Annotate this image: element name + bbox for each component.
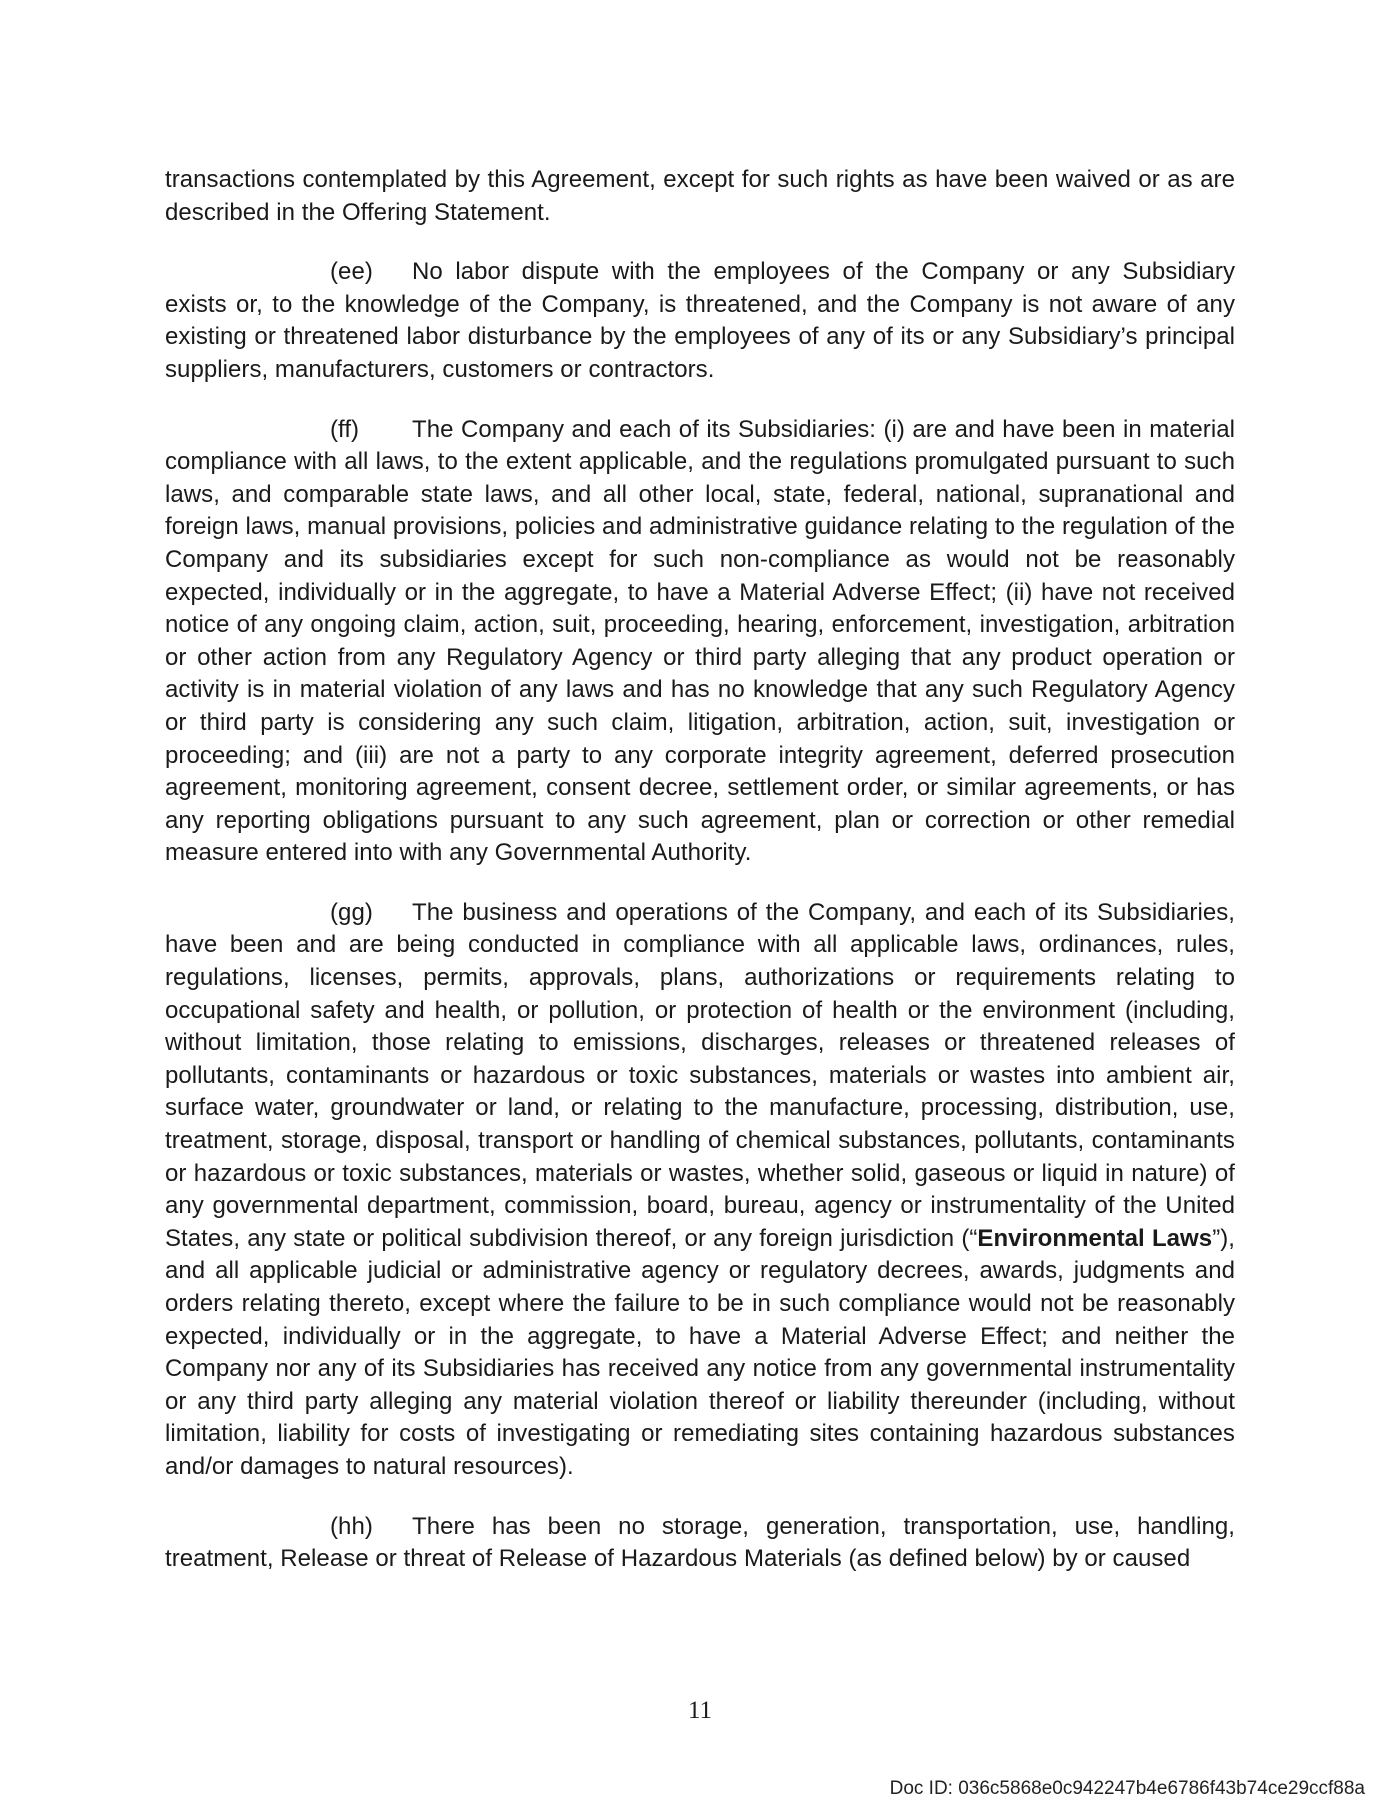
clause-label-ee: (ee)	[330, 258, 373, 286]
clause-label-gg: (gg)	[330, 898, 373, 926]
doc-id-footer: Doc ID: 036c5868e0c942247b4e6786f43b74ce29ccf88a	[889, 1778, 1365, 1799]
paragraph-hh	[165, 1511, 1235, 1576]
page-number: 11	[687, 1697, 713, 1724]
paragraph-text: transactions contemplated by this Agreement, except for such rights as have been waived or as are described in the Offering Statement.	[165, 166, 1235, 226]
document-body	[165, 164, 1235, 1576]
paragraph-text-before: The business and operations of the Company, and each of its Subsidiaries, have been and are being conducted in compliance with all applicable laws, ordinances, rules, regulations, licenses, permits, approvals, plans, authorizations or requirements relating to occupational safety and health, or pollution, or protection of health or the environment (including, without limitation, those relating to emissions, discharges, releases or threatened releases of pollutants, contaminants or hazardous or toxic substances, materials or wastes into ambient air, surface water, groundwater or land, or relating to the manufacture, processing, distribution, use, treatment, storage, disposal, transport or handling of chemical substances, pollutants, contaminants or hazardous or toxic substances, materials or wastes, whether solid, gaseous or liquid in nature) of any governmental department, commission, board, bureau, agency or instrumentality of the United States, any state or political subdivision thereof, or any foreign jurisdiction (“	[165, 898, 1235, 1252]
clause-label-hh: (hh)	[330, 1512, 373, 1540]
paragraph-text: No labor dispute with the employees of the Company or any Subsidiary exists or, to the knowledge of the Company, is threatened, and the Company is not aware of any existing or threatened labor disturbance by the employees of any of its or any Subsidiary’s principal suppliers, manufacturers, customers or contractors.	[165, 258, 1235, 383]
paragraph-gg	[165, 897, 1235, 1484]
paragraph-text: There has been no storage, generation, transportation, use, handling, treatment, Release or threat of Release of Hazardous Materials (as defined below) by or caused	[165, 1512, 1235, 1573]
paragraph-text: The Company and each of its Subsidiaries: (i) are and have been in material compliance with all laws, to the extent applicable, and the regulations promulgated pursuant to such laws, and comparable state laws, and all other local, state, federal, national, supranational and foreign laws, manual provisions, policies and administrative guidance relating to the regulation of the Company and its subsidiaries except for such non-compliance as would not be reasonably expected, individually or in the aggregate, to have a Material Adverse Effect; (ii) have not received notice of any ongoing claim, action, suit, proceeding, hearing, enforcement, investigation, arbitration or other action from any Regulatory Agency or third party alleging that any product operation or activity is in material violation of any laws and has no knowledge that any such Regulatory Agency or third party is considering any such claim, litigation, arbitration, action, suit, investigation or proceeding; and (iii) are not a party to any corporate integrity agreement, deferred prosecution agreement, monitoring agreement, consent decree, settlement order, or similar agreements, or has any reporting obligations pursuant to any such agreement, plan or correction or other remedial measure entered into with any Governmental Authority.	[165, 415, 1235, 867]
paragraph-ee	[165, 256, 1235, 386]
paragraph-ff	[165, 414, 1235, 870]
paragraph-text-after: ”), and all applicable judicial or administrative agency or regulatory decrees, awards, judgments and orders relating thereto, except where the failure to be in such compliance would not be reasonably expected, individually or in the aggregate, to have a Material Adverse Effect; and neither the Company nor any of its Subsidiaries has received any notice from any governmental instrumentality or any third party alleging any material violation thereof or liability thereunder (including, without limitation, liability for costs of investigating or remediating sites containing hazardous substances and/or damages to natural resources).	[165, 1224, 1235, 1480]
defined-term: Environmental Laws	[977, 1224, 1213, 1252]
clause-label-ff: (ff)	[330, 415, 360, 443]
paragraph-continuation	[165, 164, 1235, 229]
